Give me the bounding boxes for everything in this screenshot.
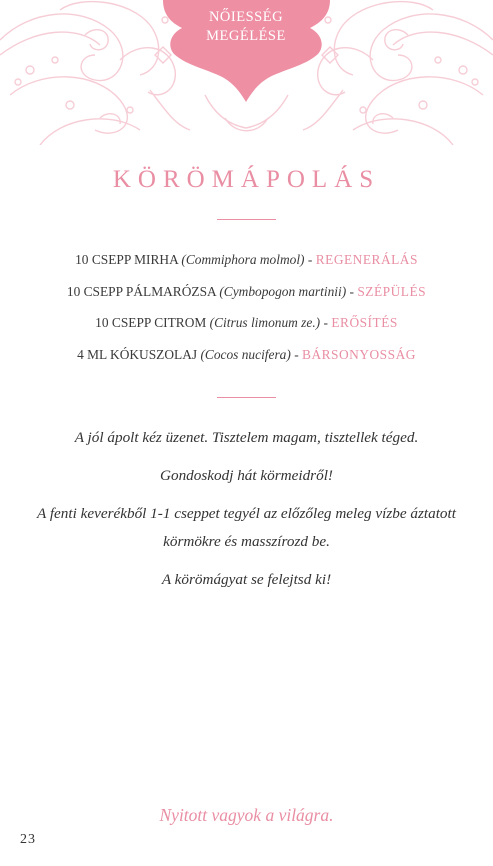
recipe-item (0, 244, 493, 276)
paragraph: A körömágyat se felejtsd ki! (161, 571, 332, 588)
paragraph: Gondoskodj hát körmeidről! (160, 467, 333, 484)
recipe-amount: 4 ML KÓKUSZOLAJ (77, 346, 198, 362)
recipe-separator: - (349, 283, 354, 299)
recipe-latin-name: (Citrus limonum ze.) (209, 315, 321, 330)
recipe-benefit: BÁRSONYOSSÁG (302, 346, 416, 362)
recipe-amount: 10 CSEPP CITROM (95, 315, 207, 330)
recipe-separator: - (294, 346, 299, 362)
banner-line-1: NŐIESSÉG (208, 9, 284, 25)
recipe-list (0, 244, 493, 370)
recipe-amount: 10 CSEPP MIRHA (75, 252, 179, 267)
footer-quote: Nyitott vagyok a világra. (159, 805, 334, 825)
recipe-item (0, 307, 493, 339)
recipe-benefit: ERŐSÍTÉS (331, 315, 398, 330)
recipe-benefit: SZÉPÜLÉS (357, 283, 427, 299)
page-title: KÖRÖMÁPOLÁS (112, 166, 381, 193)
divider-top (217, 219, 276, 220)
recipe-item (0, 276, 493, 308)
body-text (20, 424, 473, 594)
divider-bottom (217, 397, 276, 398)
recipe-benefit: REGENERÁLÁS (315, 252, 418, 267)
recipe-separator: - (323, 315, 328, 330)
banner-line-2: MEGÉLÉSE (206, 28, 286, 44)
banner-title (186, 8, 306, 46)
page-number: 23 (20, 832, 36, 847)
recipe-latin-name: (Commiphora molmol) (181, 252, 305, 267)
recipe-amount: 10 CSEPP PÁLMARÓZSA (66, 283, 216, 299)
recipe-item (0, 339, 493, 371)
recipe-latin-name: (Cymbopogon martinii) (219, 283, 347, 299)
recipe-separator: - (307, 252, 313, 267)
paragraph: A jól ápolt kéz üzenet. Tisztelem magam, tisztellek téged. (74, 429, 419, 446)
paragraph: A fenti keverékből 1-1 cseppet tegyél az előzőleg meleg vízbe áztatott körmökre és masszírozd be. (37, 505, 456, 550)
recipe-latin-name: (Cocos nucifera) (200, 346, 291, 362)
